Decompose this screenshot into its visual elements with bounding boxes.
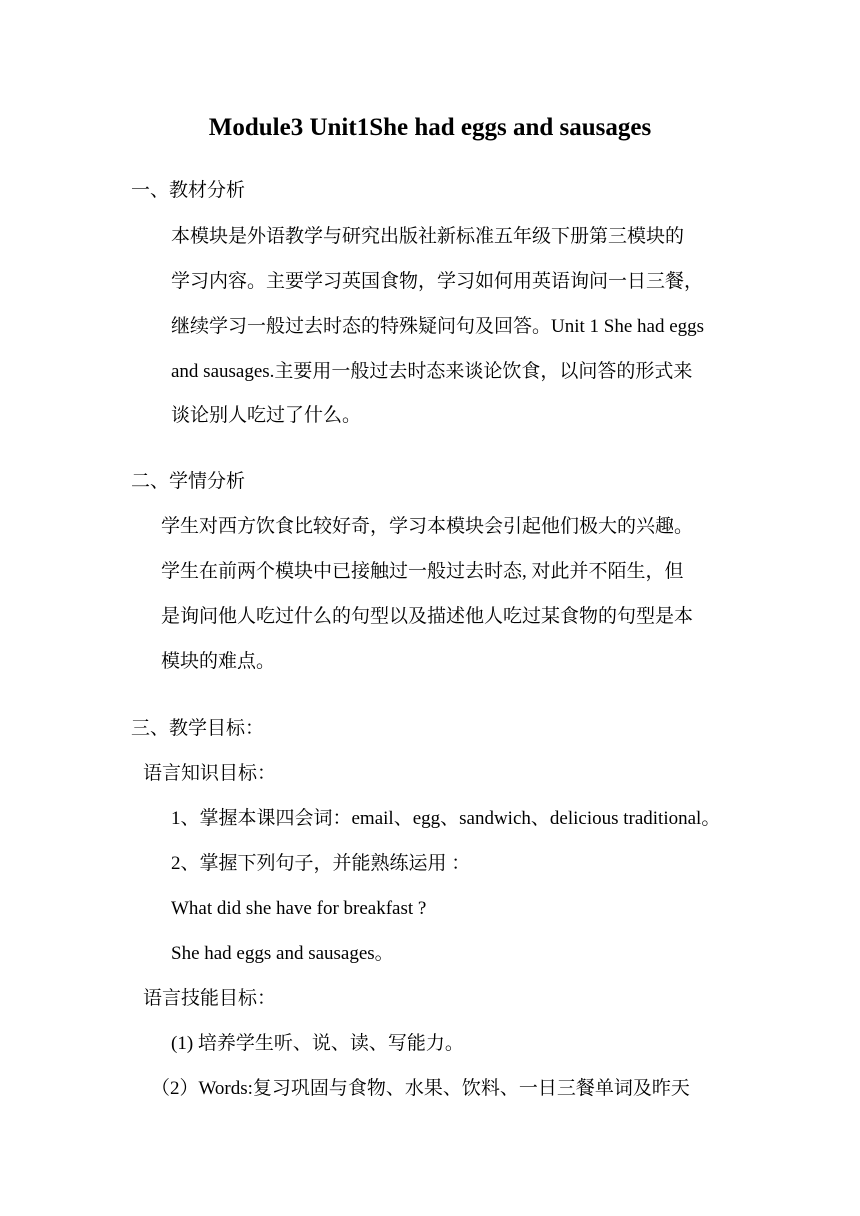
- paragraph-line: 模块的难点。: [161, 651, 276, 672]
- section-heading-textbook-analysis: 一、教材分析: [131, 180, 246, 201]
- list-item: What did she have for breakfast ?: [171, 898, 427, 919]
- list-item: （2）Words:复习巩固与食物、水果、饮料、一日三餐单词及昨天: [151, 1078, 690, 1099]
- paragraph-line: 学习内容。主要学习英国食物，学习如何用英语询问一日三餐，: [171, 271, 704, 292]
- section-heading-student-analysis: 二、学情分析: [131, 471, 246, 492]
- list-item: 2、掌握下列句子，并能熟练运用 ：: [171, 853, 471, 874]
- list-item: 1、掌握本课四会词：email、egg、sandwich、delicious traditional。: [171, 808, 721, 829]
- subheading-skill-goals: 语言技能目标：: [143, 988, 277, 1009]
- paragraph-line: 谈论别人吃过了什么。: [171, 405, 362, 426]
- list-item: She had eggs and sausages。: [171, 943, 394, 964]
- paragraph-line: and sausages.主要用一般过去时态来谈论饮食，以问答的形式来: [171, 361, 693, 382]
- paragraph-line: 继续学习一般过去时态的特殊疑问句及回答。Unit 1 She had eggs: [171, 316, 705, 337]
- paragraph-line: 是询问他人吃过什么的句型以及描述他人吃过某食物的句型是本: [161, 606, 694, 627]
- paragraph-line: 本模块是外语教学与研究出版社新标准五年级下册第三模块的: [171, 226, 685, 247]
- paragraph-line: 学生对西方饮食比较好奇，学习本模块会引起他们极大的兴趣。: [161, 516, 694, 537]
- list-item: (1) 培养学生听、说、读、写能力。: [171, 1033, 464, 1054]
- subheading-knowledge-goals: 语言知识目标：: [143, 763, 277, 784]
- paragraph-line: 学生在前两个模块中已接触过一般过去时态, 对此并不陌生，但: [161, 561, 684, 582]
- document-title: Module3 Unit1She had eggs and sausages: [208, 114, 652, 141]
- section-heading-teaching-goals: 三、教学目标：: [131, 718, 265, 739]
